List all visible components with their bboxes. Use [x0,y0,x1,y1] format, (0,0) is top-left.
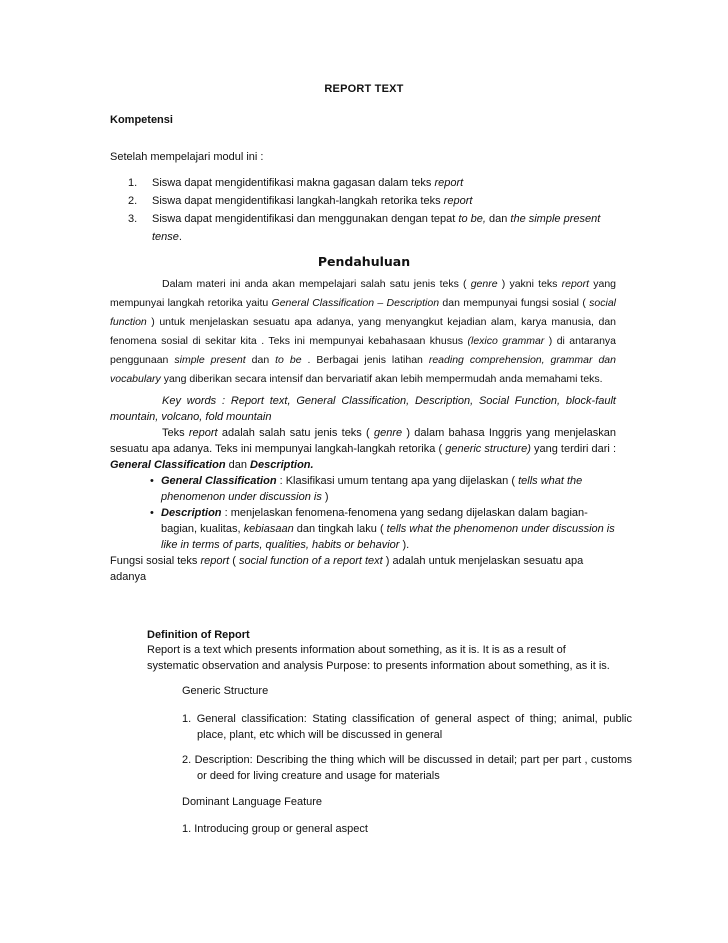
keywords-line: Key words : Report text, General Classification, Description, Social Function, block-fault mountain, volcano, fold mountain [110,395,616,423]
social-function-paragraph: Fungsi sosial teks report ( social function of a report text ) adalah untuk menjelaskan sesuatu apa adanya [110,555,584,583]
pendahuluan-heading: Pendahuluan [317,254,411,269]
list-emphasis: report [434,177,464,189]
list-item: • Description : menjelaskan fenomena-fenomena yang sedang dijelaskan dalam bagian-bagian, kualitas, kebiasaan dan tingkah laku ( tells what the phenomenon under discussion is like in terms of parts, qualities, habits or behavior ). [150,507,615,551]
dominant-language-heading: Dominant Language Feature [182,796,323,808]
list-emphasis: the simple present tense [152,213,601,243]
list-emphasis: to be, [458,213,486,225]
list-text: . [178,231,182,243]
generic-structure-heading: Generic Structure [182,685,269,697]
document-title: REPORT TEXT [324,83,404,95]
list-item: 1. General classification: Stating classification of general aspect of thing; animal, public place, plant, etc which will be discussed in general [182,713,632,741]
list-item: 1. Introducing group or general aspect [182,823,368,835]
structure-bullets [110,473,616,553]
list-number: 1. [128,177,138,189]
list-item: 2. Description: Describing the thing which will be discussed in detail; part per part , customs or deed for living creature and usage for materials [182,754,632,782]
intro-line: Setelah mempelajari modul ini : [110,151,264,163]
list-item [110,192,616,210]
kompetensi-heading: Kompetensi [110,114,173,126]
list-number: 3. [128,213,138,225]
list-emphasis: report [443,195,473,207]
intro-paragraph: Dalam materi ini anda akan mempelajari salah satu jenis teks ( genre ) yakni teks report yang mempunyai langkah retorika yaitu General Classification – Description dan mempunyai fungsi sosial ( social function ) untuk menjelaskan sesuatu apa adanya, yang menyangkut kejadian alam, karya manusia, dan fenomena sosial di sekitar kita . Teks ini mempunyai kebahasaan khusus (lexico grammar ) di antaranya penggunaan simple present dan to be . Berbagai jenis latihan reading comprehension, grammar dan vocabulary yang diberikan secara intensif dan bervariatif akan lebih mempermudah anda memahami teks. [110,278,617,385]
list-number: 2. [128,195,138,207]
list-text: Siswa dapat mengidentifikasi langkah-langkah retorika teks [152,195,444,207]
list-text: Siswa dapat mengidentifikasi dan menggunakan dengan tepat [152,213,459,225]
list-item [110,210,616,246]
list-text: dan [485,213,511,225]
report-paragraph: Teks report adalah salah satu jenis teks ( genre ) dalam bahasa Inggris yang menjelaskan sesuatu apa adanya. Teks ini mempunyai langkah-langkah retorika ( generic structure) yang terdiri dari : General Classification dan Description. [110,427,617,471]
definition-text: Report is a text which presents information about something, as it is. It is as a result of systematic observation and analysis Purpose: to presents information about something, as it is. [147,644,610,672]
list-text: Siswa dapat mengidentifikasi makna gagasan dalam teks [152,177,435,189]
competency-list [110,174,616,246]
list-item: • General Classification : Klasifikasi umum tentang apa yang dijelaskan ( tells what the phenomenon under discussion is ) [150,475,583,503]
list-item [110,174,616,192]
definition-heading: Definition of Report [147,629,250,641]
